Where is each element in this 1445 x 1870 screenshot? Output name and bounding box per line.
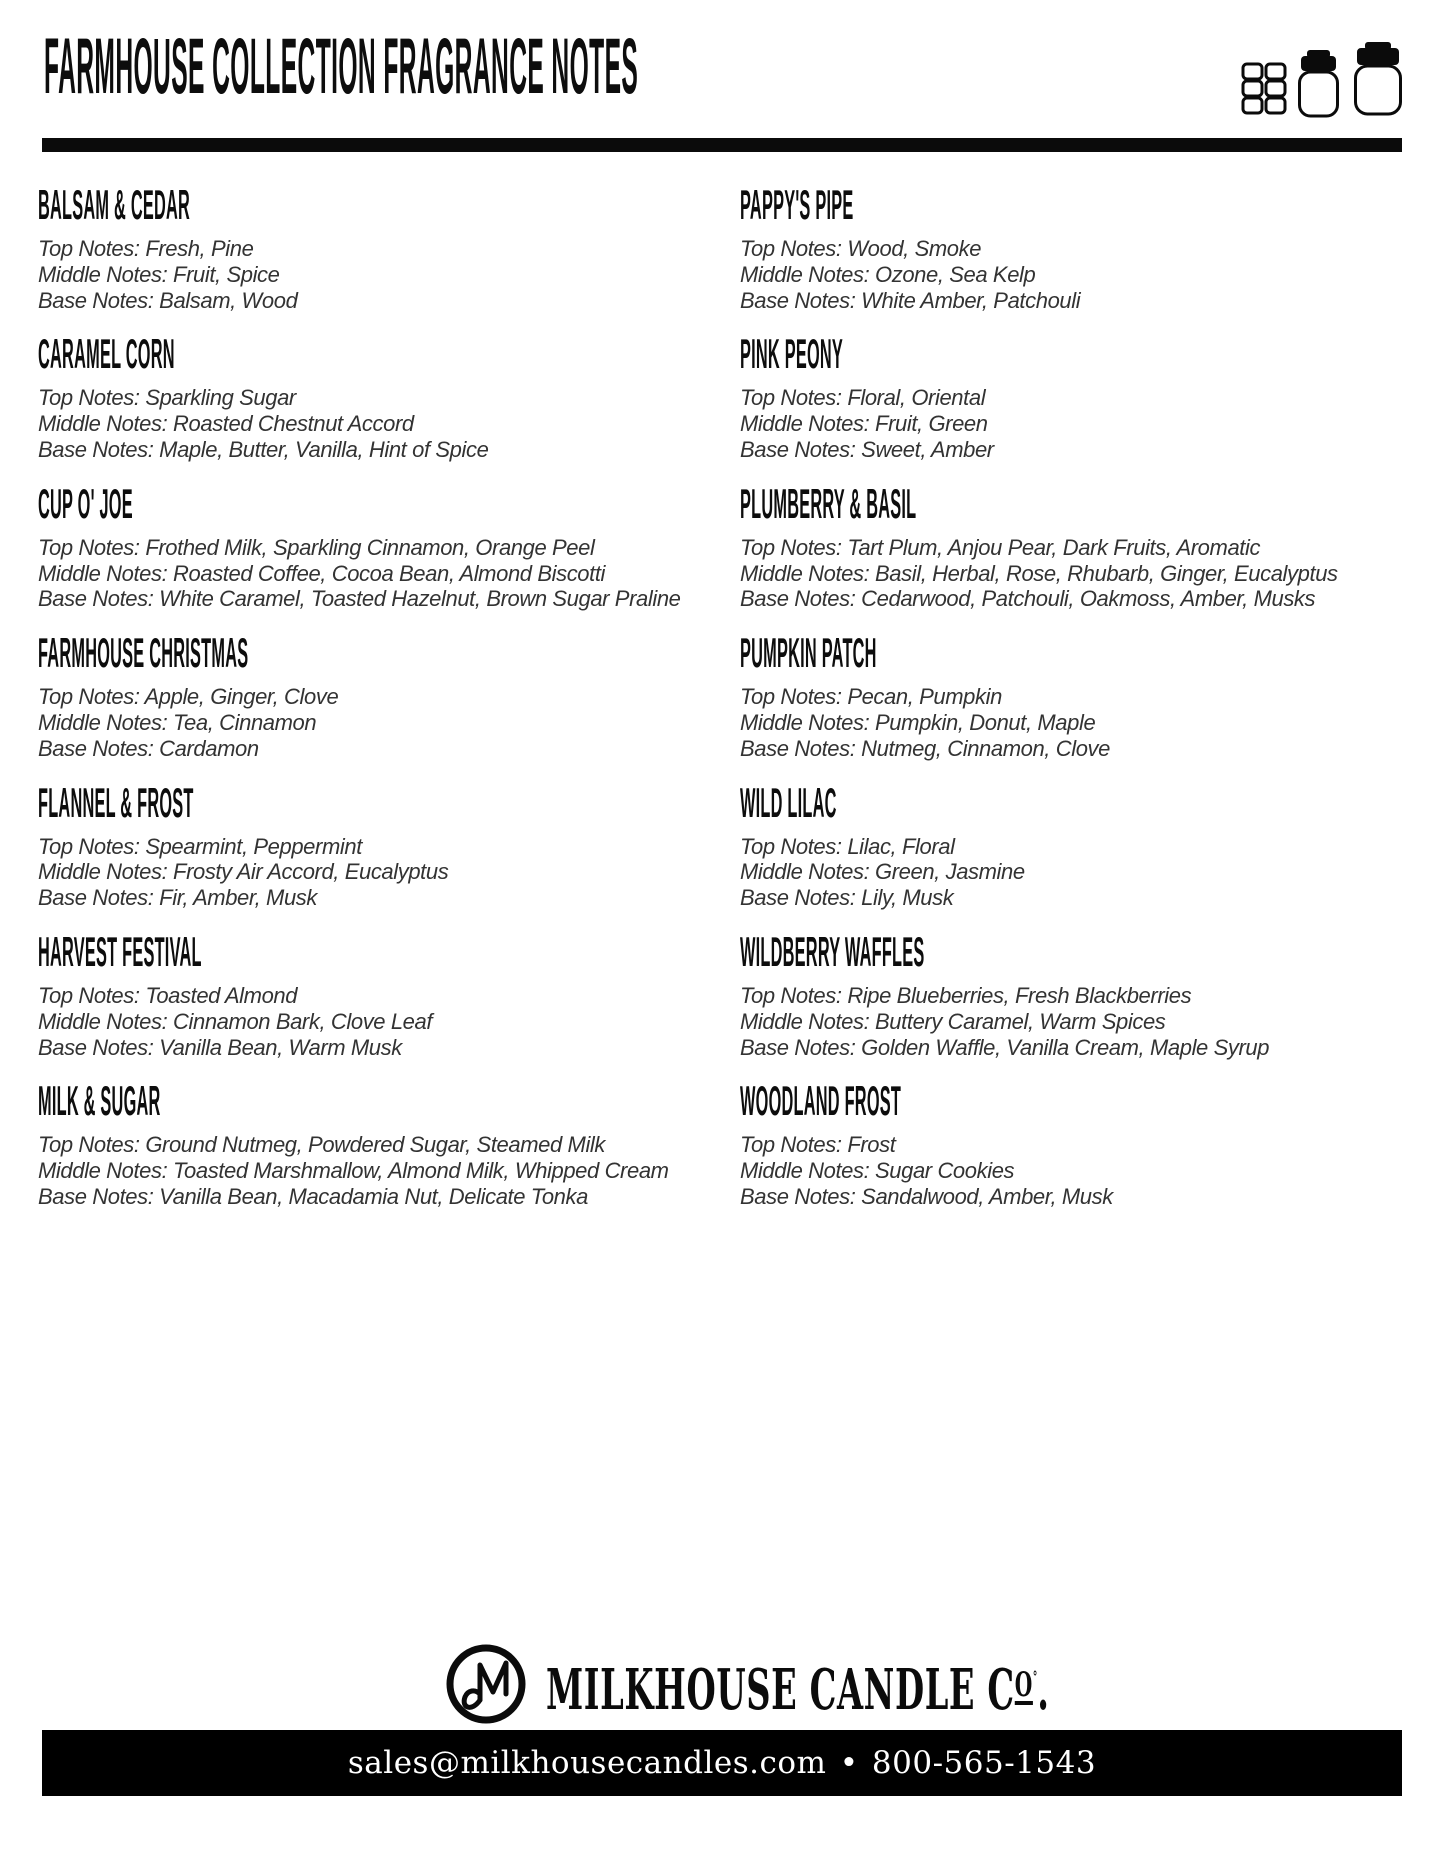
brand-wordmark-main: MILKHOUSE CANDLE C — [546, 1656, 1015, 1723]
page-title — [44, 21, 1445, 110]
middle-notes-label: Middle Notes: — [740, 709, 870, 735]
fragrance-column-left — [38, 182, 740, 1236]
middle-notes-value: Pumpkin, Donut, Maple — [875, 709, 1096, 735]
base-notes-value: Fir, Amber, Musk — [159, 885, 317, 911]
top-notes-value: Toasted Almond — [145, 982, 298, 1008]
base-notes-line — [38, 1035, 740, 1061]
fragrance-name: FARMHOUSE CHRISTMAS — [38, 630, 249, 677]
middle-notes-line — [740, 1009, 1418, 1035]
top-notes-line — [740, 385, 1418, 411]
top-notes-label: Top Notes: — [38, 833, 140, 859]
top-notes-value: Pecan, Pumpkin — [847, 684, 1002, 710]
base-notes-label: Base Notes: — [740, 287, 856, 313]
fragrance-entry — [740, 779, 1418, 911]
middle-notes-label: Middle Notes: — [740, 560, 870, 586]
top-notes-line — [38, 236, 740, 262]
top-notes-label: Top Notes: — [740, 534, 842, 560]
middle-notes-label: Middle Notes: — [38, 411, 168, 437]
base-notes-line — [740, 586, 1418, 612]
base-notes-label: Base Notes: — [38, 436, 154, 462]
top-notes-value: Fresh, Pine — [145, 236, 254, 261]
fragrance-entry — [38, 630, 740, 761]
middle-notes-value: Cinnamon Bark, Clove Leaf — [173, 1008, 433, 1034]
fragrance-name: FLANNEL & FROST — [38, 779, 194, 827]
top-notes-label: Top Notes: — [740, 385, 842, 411]
middle-notes-line — [38, 710, 740, 736]
top-notes-value: Ground Nutmeg, Powdered Sugar, Steamed Milk — [145, 1132, 606, 1158]
middle-notes-value: Fruit, Green — [875, 411, 988, 437]
fragrance-name: CUP O' JOE — [38, 481, 133, 528]
fragrance-entry — [38, 481, 740, 612]
middle-notes-label: Middle Notes: — [740, 859, 870, 885]
top-notes-value: Lilac, Floral — [847, 833, 955, 859]
base-notes-line — [38, 288, 740, 314]
middle-notes-value: Tea, Cinnamon — [173, 709, 317, 735]
top-notes-value: Tart Plum, Anjou Pear, Dark Fruits, Aromatic — [847, 534, 1261, 560]
middle-notes-value: Toasted Marshmallow, Almond Milk, Whipped Cream — [173, 1158, 669, 1184]
product-format-icons — [1236, 40, 1408, 118]
fragrance-name: WILD LILAC — [740, 779, 837, 827]
base-notes-line — [740, 736, 1418, 762]
page-title-text: FARMHOUSE COLLECTION FRAGRANCE NOTES — [44, 21, 639, 110]
base-notes-line — [38, 437, 740, 463]
top-notes-label: Top Notes: — [38, 982, 140, 1008]
top-notes-label: Top Notes: — [740, 236, 842, 261]
base-notes-line — [740, 1184, 1418, 1210]
middle-notes-value: Ozone, Sea Kelp — [875, 261, 1036, 287]
top-notes-label: Top Notes: — [38, 236, 140, 261]
large-jar-icon — [1354, 42, 1402, 116]
top-notes-line — [38, 385, 740, 411]
middle-notes-label: Middle Notes: — [38, 859, 168, 885]
middle-notes-line — [38, 1158, 740, 1184]
fragrance-name: PLUMBERRY & BASIL — [740, 481, 917, 528]
top-notes-value: Frothed Milk, Sparkling Cinnamon, Orange Peel — [145, 534, 595, 560]
base-notes-value: Cedarwood, Patchouli, Oakmoss, Amber, Musks — [861, 586, 1316, 612]
middle-notes-value: Green, Jasmine — [875, 859, 1025, 885]
base-notes-line — [740, 885, 1418, 911]
middle-notes-value: Basil, Herbal, Rose, Rhubarb, Ginger, Eucalyptus — [875, 560, 1338, 586]
top-notes-value: Apple, Ginger, Clove — [144, 684, 339, 710]
middle-notes-label: Middle Notes: — [38, 709, 168, 735]
fragrance-entry — [740, 929, 1418, 1060]
middle-notes-value: Fruit, Spice — [173, 261, 280, 287]
top-notes-value: Ripe Blueberries, Fresh Blackberries — [847, 982, 1192, 1008]
top-notes-value: Spearmint, Peppermint — [145, 833, 362, 859]
fragrance-name: PUMPKIN PATCH — [740, 630, 877, 677]
middle-notes-line — [38, 1009, 740, 1035]
top-notes-value: Sparkling Sugar — [145, 385, 296, 411]
contact-text: sales@milkhousecandles.com • 800-565-1543 — [347, 1745, 1097, 1781]
base-notes-label: Base Notes: — [740, 885, 856, 911]
middle-notes-value: Buttery Caramel, Warm Spices — [875, 1008, 1166, 1034]
base-notes-label: Base Notes: — [38, 1034, 154, 1060]
middle-notes-label: Middle Notes: — [740, 1008, 870, 1034]
middle-notes-value: Frosty Air Accord, Eucalyptus — [173, 859, 449, 885]
base-notes-value: Balsam, Wood — [159, 287, 298, 313]
base-notes-line — [740, 1035, 1418, 1061]
brand-wordmark-period: . — [1037, 1656, 1050, 1723]
fragrance-name: MILK & SUGAR — [38, 1078, 161, 1126]
fragrance-column-right — [740, 182, 1418, 1236]
base-notes-label: Base Notes: — [38, 735, 154, 761]
middle-notes-value: Roasted Coffee, Cocoa Bean, Almond Biscotti — [173, 560, 606, 586]
middle-notes-line — [740, 262, 1418, 288]
top-notes-value: Frost — [847, 1132, 896, 1158]
base-notes-label: Base Notes: — [740, 436, 856, 462]
fragrance-entry — [740, 630, 1418, 761]
top-notes-line — [740, 684, 1418, 710]
base-notes-label: Base Notes: — [740, 735, 856, 761]
top-notes-line — [740, 535, 1418, 561]
base-notes-line — [740, 437, 1418, 463]
fragrance-entry — [38, 779, 740, 911]
middle-notes-line — [38, 411, 740, 437]
middle-notes-line — [38, 262, 740, 288]
top-notes-line — [38, 684, 740, 710]
fragrance-entry — [38, 1078, 740, 1209]
middle-notes-label: Middle Notes: — [38, 261, 168, 287]
base-notes-label: Base Notes: — [38, 287, 154, 313]
top-notes-line — [38, 834, 740, 860]
top-notes-value: Wood, Smoke — [847, 236, 982, 261]
brand-wordmark-ordinal-o: O — [1014, 1664, 1033, 1705]
top-notes-label: Top Notes: — [740, 684, 842, 710]
base-notes-line — [38, 885, 740, 911]
base-notes-value: White Amber, Patchouli — [861, 287, 1081, 313]
middle-notes-line — [38, 561, 740, 587]
middle-notes-line — [740, 710, 1418, 736]
top-notes-label: Top Notes: — [740, 833, 842, 859]
base-notes-label: Base Notes: — [740, 1183, 856, 1209]
base-notes-label: Base Notes: — [38, 586, 154, 612]
top-notes-value: Floral, Oriental — [847, 385, 986, 411]
top-notes-label: Top Notes: — [38, 385, 140, 411]
base-notes-label: Base Notes: — [38, 1183, 154, 1209]
middle-notes-line — [740, 859, 1418, 885]
base-notes-line — [38, 1184, 740, 1210]
base-notes-value: Golden Waffle, Vanilla Cream, Maple Syrup — [861, 1034, 1270, 1060]
top-notes-line — [740, 983, 1418, 1009]
base-notes-value: Cardamon — [159, 735, 259, 761]
base-notes-value: Maple, Butter, Vanilla, Hint of Spice — [159, 436, 489, 462]
middle-notes-label: Middle Notes: — [38, 1008, 168, 1034]
middle-notes-label: Middle Notes: — [38, 1158, 168, 1184]
fragrance-name: CARAMEL CORN — [38, 331, 175, 379]
middle-notes-label: Middle Notes: — [740, 411, 870, 437]
base-notes-value: Sweet, Amber — [861, 436, 994, 462]
middle-notes-line — [38, 859, 740, 885]
top-notes-line — [38, 983, 740, 1009]
fragrance-name: BALSAM & CEDAR — [38, 182, 191, 229]
middle-notes-line — [740, 561, 1418, 587]
fragrance-entry — [740, 331, 1418, 462]
middle-notes-line — [740, 411, 1418, 437]
base-notes-value: White Caramel, Toasted Hazelnut, Brown Sugar Praline — [159, 586, 681, 612]
base-notes-value: Vanilla Bean, Warm Musk — [159, 1034, 402, 1060]
middle-notes-label: Middle Notes: — [740, 261, 870, 287]
base-notes-line — [38, 736, 740, 762]
base-notes-line — [740, 288, 1418, 314]
melt-tray-icon — [1241, 62, 1287, 116]
brand-wordmark — [546, 1650, 1050, 1723]
top-notes-label: Top Notes: — [38, 534, 140, 560]
header-divider — [42, 138, 1402, 152]
base-notes-label: Base Notes: — [740, 586, 856, 612]
fragrance-entry — [38, 182, 740, 313]
base-notes-value: Sandalwood, Amber, Musk — [861, 1183, 1113, 1209]
base-notes-label: Base Notes: — [740, 1034, 856, 1060]
fragrance-name: PINK PEONY — [740, 331, 844, 379]
base-notes-value: Vanilla Bean, Macadamia Nut, Delicate Tonka — [159, 1183, 588, 1209]
middle-notes-line — [740, 1158, 1418, 1184]
brand-lockup — [444, 1640, 1385, 1728]
base-notes-value: Nutmeg, Cinnamon, Clove — [861, 735, 1110, 761]
fragrance-entry — [38, 929, 740, 1060]
fragrance-entry — [38, 331, 740, 462]
small-jar-icon — [1298, 50, 1339, 118]
fragrance-name: HARVEST FESTIVAL — [38, 929, 202, 976]
milkhouse-monogram-logo-icon — [444, 1642, 528, 1726]
middle-notes-label: Middle Notes: — [740, 1158, 870, 1184]
fragrance-entry — [740, 182, 1418, 313]
brand-wordmark-degree-mark: ° — [1032, 1669, 1038, 1687]
top-notes-line — [38, 535, 740, 561]
base-notes-label: Base Notes: — [38, 885, 154, 911]
top-notes-label: Top Notes: — [38, 1132, 140, 1158]
contact-bar — [42, 1730, 1402, 1796]
top-notes-label: Top Notes: — [38, 684, 140, 710]
top-notes-line — [740, 236, 1418, 262]
fragrance-name: PAPPY'S PIPE — [740, 182, 854, 229]
top-notes-line — [740, 834, 1418, 860]
fragrance-entry — [740, 1078, 1418, 1209]
fragrance-name: WILDBERRY WAFFLES — [740, 929, 925, 976]
base-notes-value: Lily, Musk — [861, 885, 954, 911]
middle-notes-label: Middle Notes: — [38, 560, 168, 586]
fragrance-entry — [740, 481, 1418, 612]
fragrance-list — [38, 182, 1418, 1236]
top-notes-label: Top Notes: — [740, 982, 842, 1008]
middle-notes-value: Roasted Chestnut Accord — [173, 411, 414, 437]
top-notes-line — [740, 1132, 1418, 1158]
fragrance-name: WOODLAND FROST — [740, 1078, 902, 1126]
base-notes-line — [38, 586, 740, 612]
top-notes-line — [38, 1132, 740, 1158]
top-notes-label: Top Notes: — [740, 1132, 842, 1158]
middle-notes-value: Sugar Cookies — [875, 1158, 1015, 1184]
